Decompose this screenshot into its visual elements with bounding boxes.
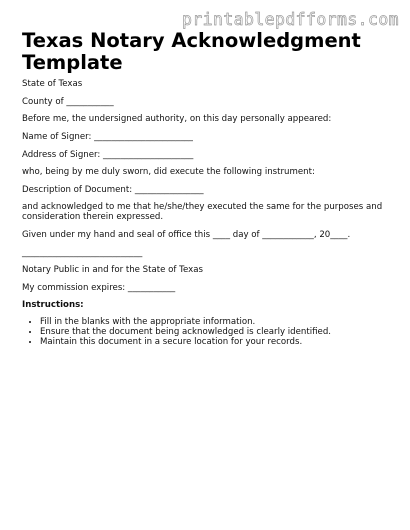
commission-expires-line: My commission expires: ___________ bbox=[22, 283, 176, 293]
name-of-signer-line: Name of Signer: _______________________ bbox=[22, 132, 193, 142]
description-line: Description of Document: ________________ bbox=[22, 185, 204, 195]
before-me-line: Before me, the undersigned authority, on this day personally appeared: bbox=[22, 114, 332, 124]
instruction-item: • Ensure that the document being acknowledged is clearly identified. bbox=[40, 327, 390, 337]
document-page bbox=[22, 29, 392, 347]
acknowledged-paragraph: and acknowledged to me that he/she/they executed the same for the purposes and consideration therein expressed. bbox=[22, 202, 383, 222]
instructions-heading: Instructions: bbox=[22, 300, 84, 310]
given-under-line: Given under my hand and seal of office this ____ day of ____________, 20____. bbox=[22, 230, 351, 240]
signature-line: ____________________________ bbox=[22, 248, 143, 258]
county-line: County of ___________ bbox=[22, 97, 114, 107]
address-of-signer-line: Address of Signer: _____________________ bbox=[22, 150, 194, 160]
duly-sworn-line: who, being by me duly sworn, did execute the following instrument: bbox=[22, 167, 315, 177]
instructions-list bbox=[22, 317, 390, 347]
notary-public-line: Notary Public in and for the State of Texas bbox=[22, 265, 203, 275]
document-title: Texas Notary Acknowledgment Template bbox=[22, 29, 361, 74]
instruction-item: • Maintain this document in a secure location for your records. bbox=[40, 337, 390, 347]
site-watermark: printablepdfforms.com bbox=[181, 10, 399, 29]
state-line: State of Texas bbox=[22, 79, 83, 89]
instruction-item: • Fill in the blanks with the appropriate information. bbox=[40, 317, 390, 327]
